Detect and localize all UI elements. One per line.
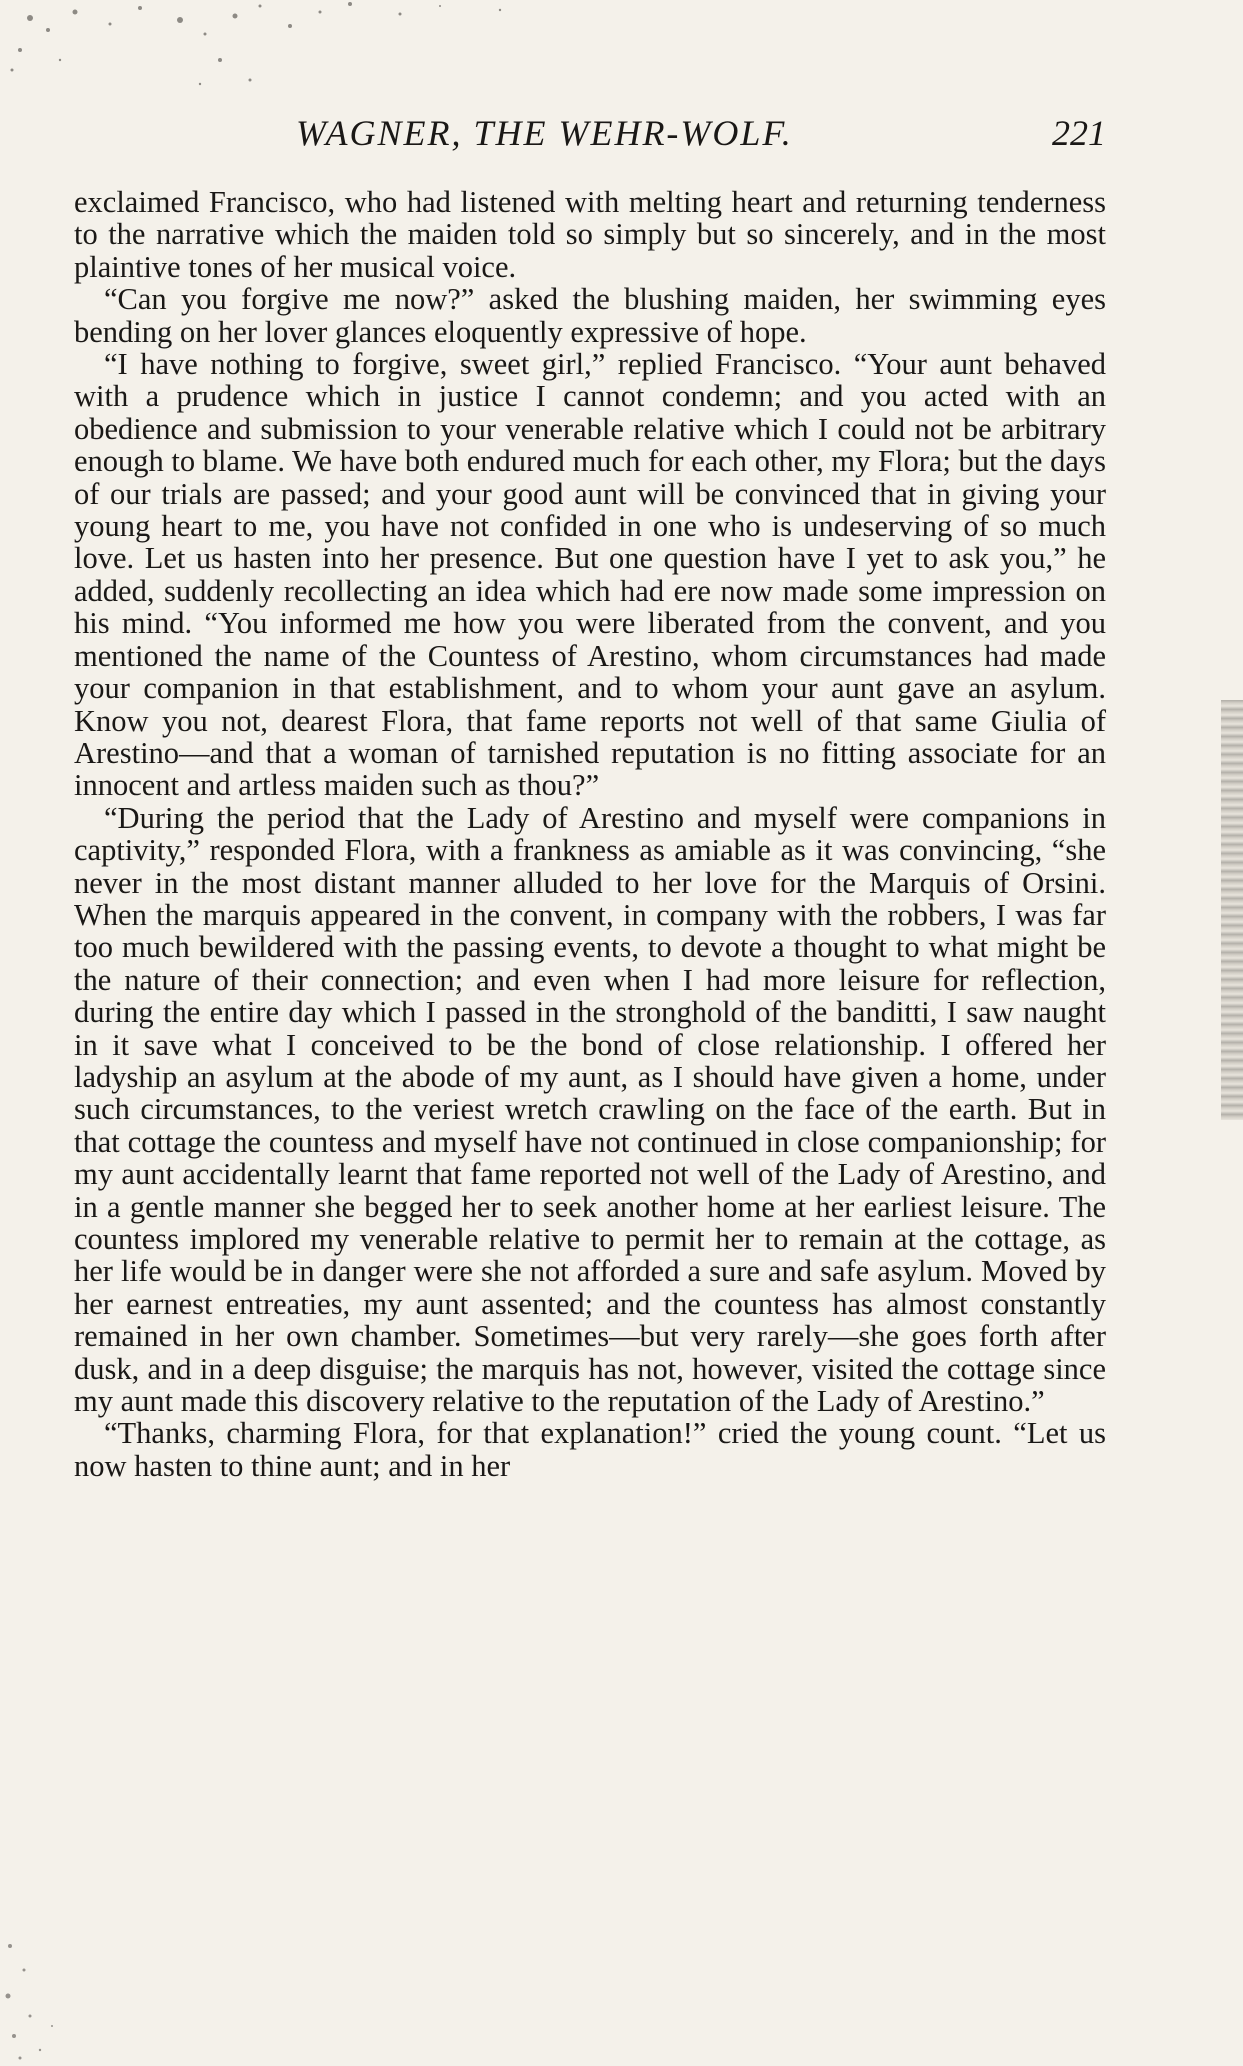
- paragraph-1: exclaimed Francisco, who had listened with melting heart and returning tenderness to the narrative which the maiden told so simply but so sincerely, and in the most plaintive tones of her musical voice.: [74, 185, 1106, 284]
- paragraph-5: “Thanks, charming Flora, for that explanation!” cried the young count. “Let us now hasten to thine aunt; and in her: [74, 1416, 1106, 1483]
- worn-right-edge: [1221, 700, 1243, 1120]
- paragraph-3: “I have nothing to forgive, sweet girl,” replied Francisco. “Your aunt behaved with a prudence which in justice I cannot condemn; and you acted with an obedience and submission to your venerable relative which I could not be arbitrary enough to blame. We have both endured much for each other, my Flora; but the days of our trials are passed; and your good aunt will be convinced that in giving your young heart to me, you have not confided in one who is undeserving of so much love. Let us hasten into her presence. But one question have I yet to ask you,” he added, suddenly recollecting an idea which had ere now made some impression on his mind. “You informed me how you were liberated from the convent, and you mentioned the name of the Countess of Arestino, whom circumstances had made your companion in that establishment, and to whom your aunt gave an asylum. Know you not, dearest Flora, that fame reports not well of that same Giulia of Arestino—and that a woman of tarnished reputation is no fitting associate for an innocent and artless maiden such as thou?”: [74, 347, 1106, 803]
- paragraph-4: “During the period that the Lady of Arestino and myself were companions in captivity,” responded Flora, with a frankness as amiable as it was convincing, “she never in the most distant manner alluded to her love for the Marquis of Orsini. When the marquis appeared in the convent, in company with the robbers, I was far too much bewildered with the passing events, to devote a thought to what might be the nature of their connection; and even when I had more leisure for reflection, during the entire day which I passed in the stronghold of the banditti, I saw naught in it save what I conceived to be the bond of close relationship. I offered her ladyship an asylum at the abode of my aunt, as I should have given a home, under such circumstances, to the veriest wretch crawling on the face of the earth. But in that cottage the countess and myself have not continued in close companionship; for my aunt accidentally learnt that fame reported not well of the Lady of Arestino, and in a gentle manner she begged her to seek another home at her earliest leisure. The countess implored my venerable relative to permit her to remain at the cottage, as her life would be in danger were she not afforded a sure and safe asylum. Moved by her earnest entreaties, my aunt assented; and the countess has almost constantly remained in her own chamber. Sometimes—but very rarely—she goes forth after dusk, and in a deep disguise; the marquis has not, however, visited the cottage since my aunt made this discovery relative to the reputation of the Lady of Arestino.”: [74, 800, 1106, 1419]
- body-text: [74, 186, 1106, 1482]
- page-header: [74, 112, 1106, 162]
- print-smudge-top: [0, 0, 600, 90]
- page-number: 221: [1052, 113, 1106, 153]
- print-smudge-bottom: [0, 1926, 120, 2066]
- running-title: WAGNER, THE WEHR-WOLF.: [296, 113, 793, 153]
- paragraph-2: “Can you forgive me now?” asked the blushing maiden, her swimming eyes bending on her lover glances eloquently expressive of hope.: [74, 282, 1106, 349]
